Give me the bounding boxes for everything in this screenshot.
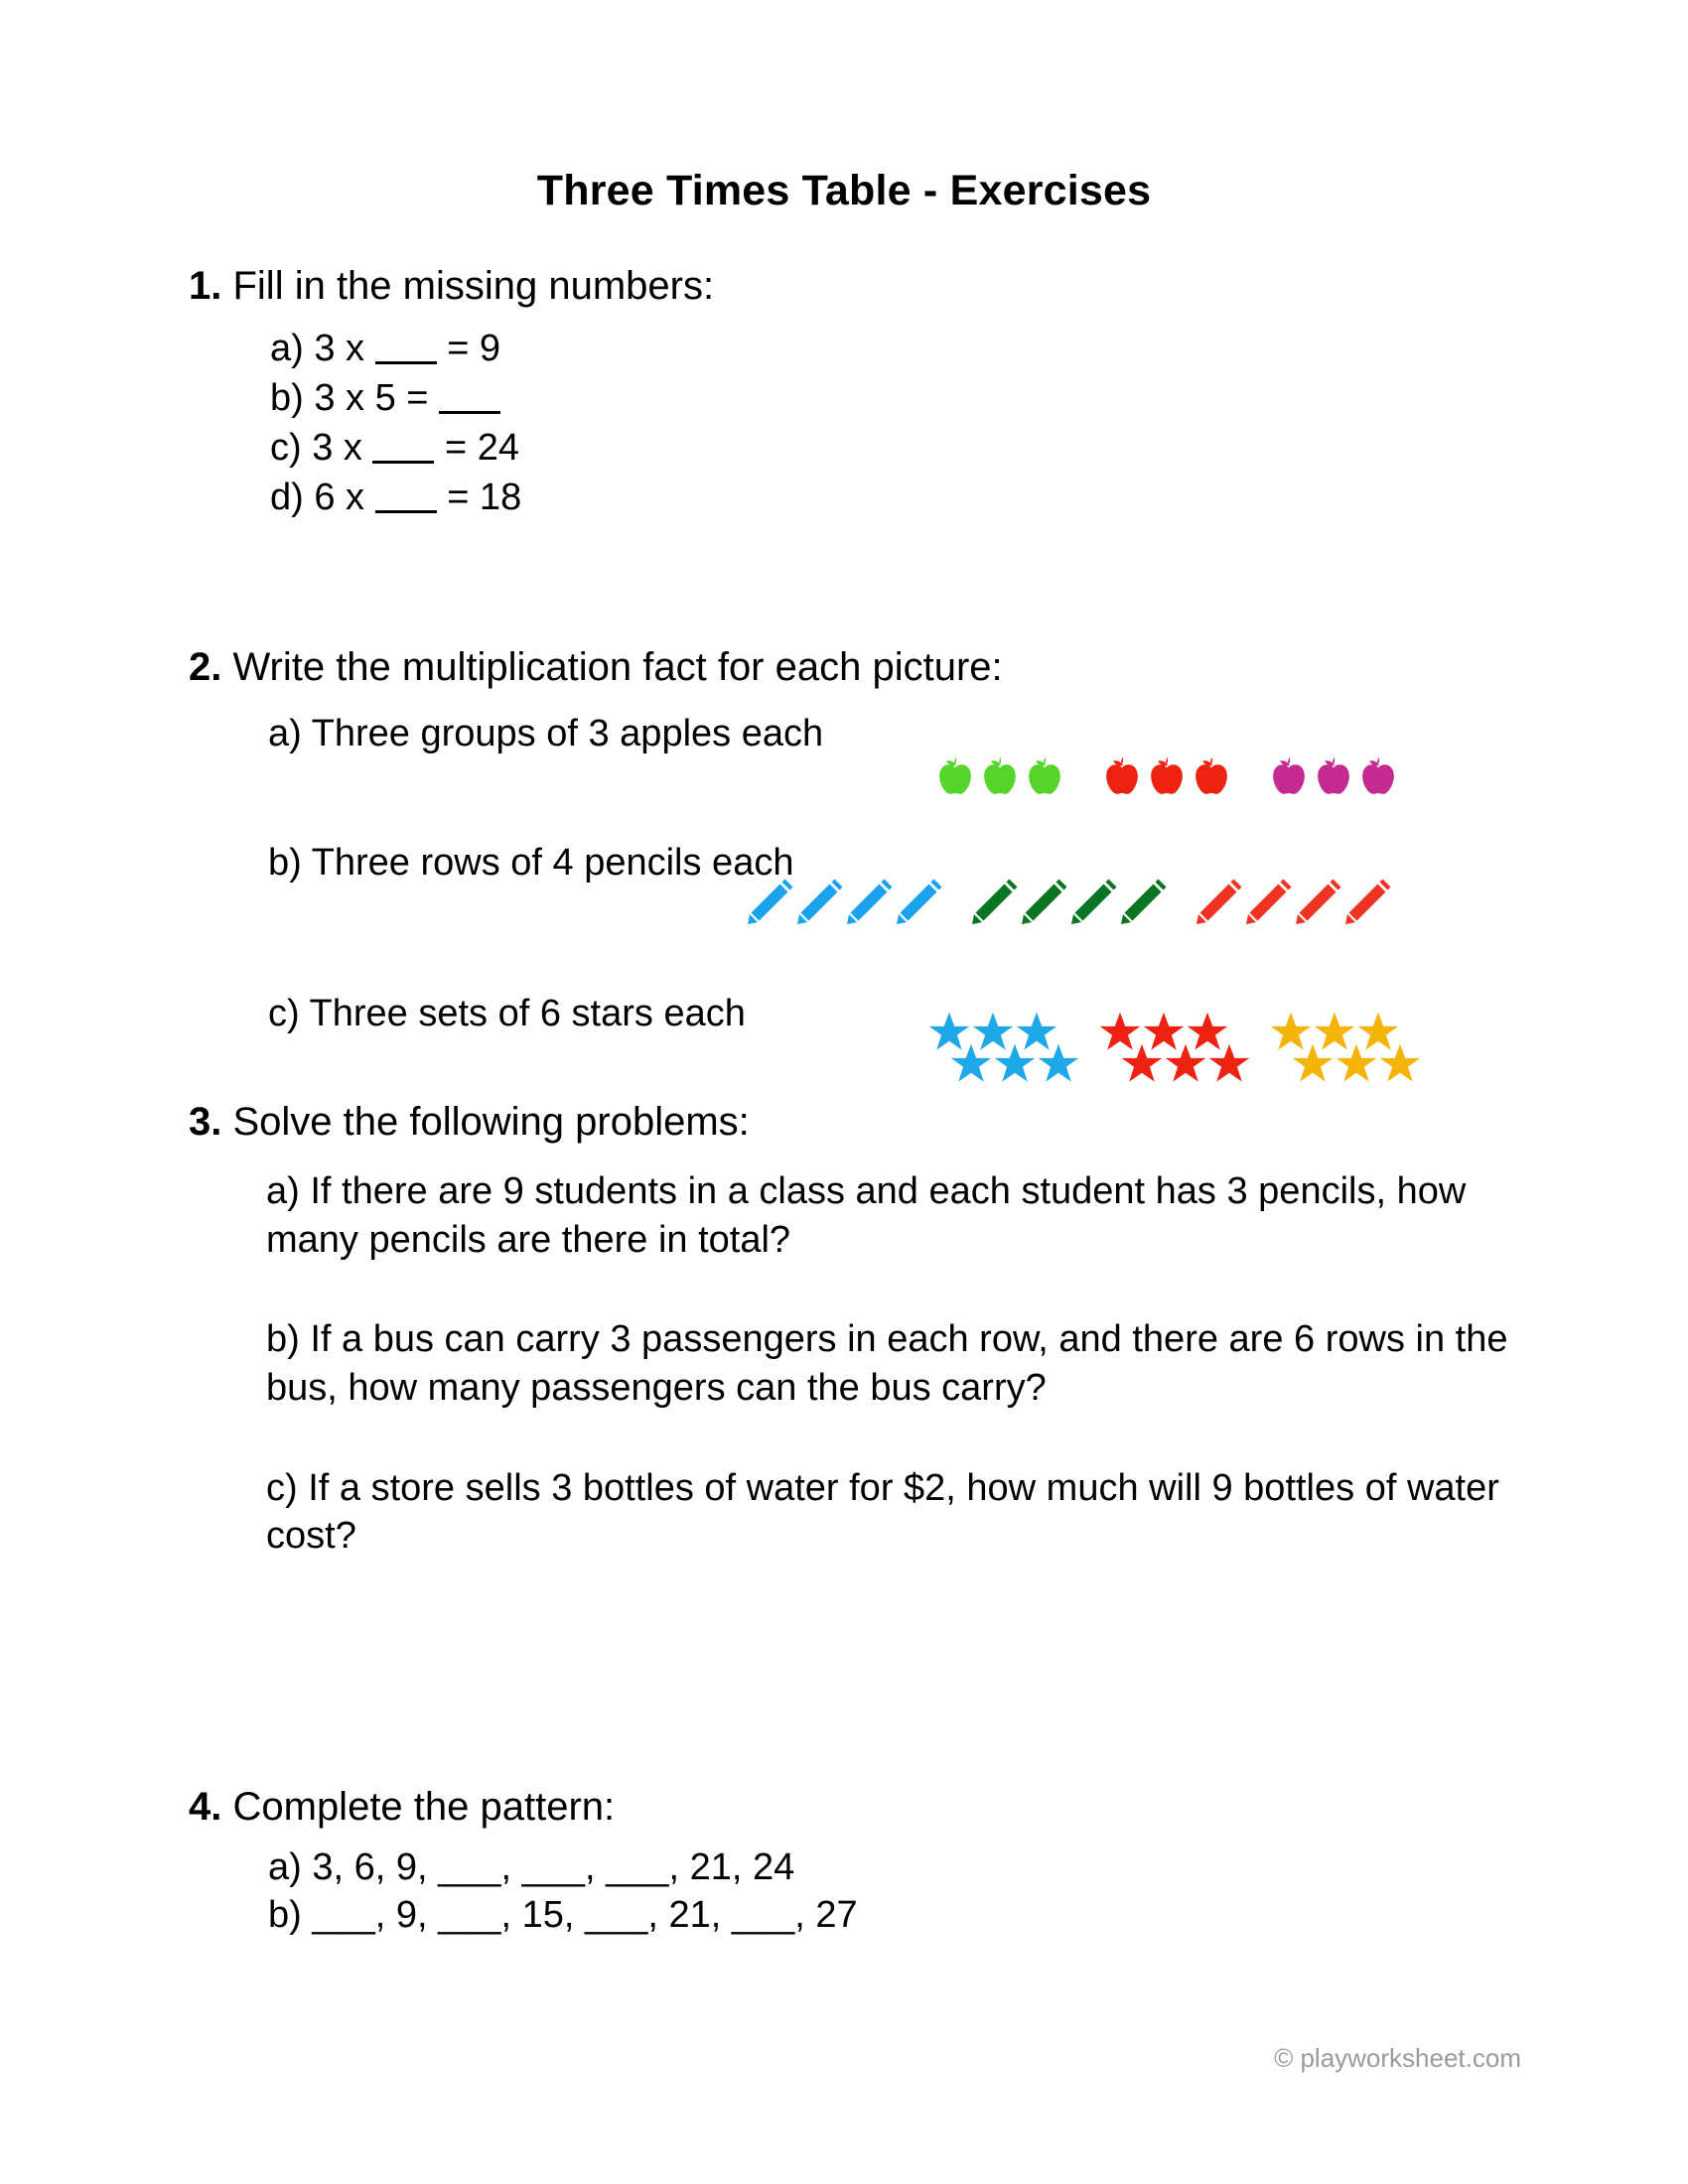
section-1-number: 1. xyxy=(189,264,222,308)
pencil-icon xyxy=(794,874,844,931)
section-3-item-b: b) If a bus can carry 3 passengers in each row, and there are 6 rows in the bus, how many passengers can the bus carry? xyxy=(266,1318,1508,1409)
pencil-icon xyxy=(1243,874,1293,931)
section-2-heading-text: Write the multiplication fact for each picture: xyxy=(232,645,1003,689)
section-4-heading xyxy=(189,1787,858,1827)
pencil-icon xyxy=(745,874,794,931)
apple-icon xyxy=(1145,756,1189,800)
section-1-item-c xyxy=(270,429,714,467)
item-expression-post: = 24 xyxy=(445,427,520,469)
section-2-item-a xyxy=(189,713,1003,824)
apple-icon xyxy=(978,756,1022,800)
apple-icon xyxy=(1267,756,1311,800)
star-icon xyxy=(1378,1042,1422,1086)
apple-icon xyxy=(933,756,977,800)
section-2-item-c xyxy=(189,993,1003,1112)
apples-illustration xyxy=(933,756,1400,800)
apple-icon xyxy=(1356,756,1400,800)
star-icon xyxy=(1120,1042,1164,1086)
star-group xyxy=(1098,1011,1229,1086)
item-expression-pre: 3 x xyxy=(314,328,365,369)
section-4-item-a: a) 3, 6, 9, ___, ___, ___, 21, 24 xyxy=(268,1846,795,1888)
pencil-icon xyxy=(969,874,1019,931)
section-2-item-a-label: a) Three groups of 3 apples each xyxy=(268,713,824,754)
answer-blank[interactable] xyxy=(439,411,500,414)
section-1-item-a xyxy=(270,330,714,367)
section-3-heading-text: Solve the following problems: xyxy=(232,1100,750,1144)
section-2-item-c-label: c) Three sets of 6 stars each xyxy=(268,993,746,1034)
section-2 xyxy=(189,647,1003,1112)
pencil-icon xyxy=(1118,874,1168,931)
star-group xyxy=(1269,1011,1400,1086)
pencil-icon xyxy=(1342,874,1392,931)
apple-group xyxy=(1267,756,1400,800)
apple-icon xyxy=(1312,756,1355,800)
item-expression-post: = 9 xyxy=(447,328,501,369)
star-icon xyxy=(993,1042,1037,1086)
pencil-icon xyxy=(1194,874,1243,931)
page-title: Three Times Table - Exercises xyxy=(536,167,1152,214)
apple-icon xyxy=(1023,756,1066,800)
section-2-item-b xyxy=(189,842,1003,971)
section-3-item-c: c) If a store sells 3 bottles of water for $2, how much will 9 bottles of water cost? xyxy=(266,1466,1499,1558)
item-expression-pre: 3 x 5 = xyxy=(314,377,429,419)
section-1-heading-text: Fill in the missing numbers: xyxy=(232,264,715,308)
section-1 xyxy=(189,266,714,528)
section-3-number: 3. xyxy=(189,1100,222,1144)
pencil-group xyxy=(745,874,943,931)
item-letter: c) xyxy=(270,427,302,469)
pencils-illustration xyxy=(745,874,1392,931)
star-group xyxy=(927,1011,1058,1086)
stars-illustration xyxy=(927,1011,1400,1086)
star-icon xyxy=(1164,1042,1207,1086)
section-4-number: 4. xyxy=(189,1785,222,1829)
answer-blank[interactable] xyxy=(375,510,437,513)
pencil-icon xyxy=(844,874,894,931)
section-3 xyxy=(189,1102,1557,1561)
apple-icon xyxy=(1190,756,1233,800)
apple-icon xyxy=(1100,756,1144,800)
section-1-item-b xyxy=(270,379,714,417)
apple-group xyxy=(1100,756,1233,800)
apple-group xyxy=(933,756,1066,800)
pencil-group xyxy=(1194,874,1392,931)
item-expression-pre: 6 x xyxy=(314,477,365,518)
star-icon xyxy=(1291,1042,1335,1086)
section-2-number: 2. xyxy=(189,645,222,689)
pencil-group xyxy=(969,874,1168,931)
pencil-icon xyxy=(1019,874,1068,931)
section-2-heading xyxy=(189,647,1003,687)
section-3-heading xyxy=(189,1102,1557,1142)
item-letter: d) xyxy=(270,477,304,518)
answer-blank[interactable] xyxy=(375,361,437,364)
item-letter: b) xyxy=(270,377,304,419)
section-1-heading xyxy=(189,266,714,306)
star-icon xyxy=(949,1042,993,1086)
section-4-item-b: b) ___, 9, ___, 15, ___, 21, ___, 27 xyxy=(268,1894,858,1936)
section-3-item-a: a) If there are 9 students in a class and each student has 3 pencils, how many pencils are there in total? xyxy=(266,1170,1467,1261)
section-1-item-d xyxy=(270,478,714,516)
copyright-footer: © playworksheet.com xyxy=(1274,2043,1521,2073)
pencil-icon xyxy=(1068,874,1118,931)
star-icon xyxy=(1335,1042,1378,1086)
pencil-icon xyxy=(1293,874,1342,931)
section-2-item-b-label: b) Three rows of 4 pencils each xyxy=(268,842,794,884)
star-icon xyxy=(1037,1042,1080,1086)
answer-blank[interactable] xyxy=(372,461,434,464)
section-4 xyxy=(189,1787,858,1944)
star-icon xyxy=(1207,1042,1251,1086)
item-expression-post: = 18 xyxy=(447,477,522,518)
pencil-icon xyxy=(894,874,943,931)
item-expression-pre: 3 x xyxy=(312,427,362,469)
section-4-heading-text: Complete the pattern: xyxy=(232,1785,616,1829)
item-letter: a) xyxy=(270,328,304,369)
